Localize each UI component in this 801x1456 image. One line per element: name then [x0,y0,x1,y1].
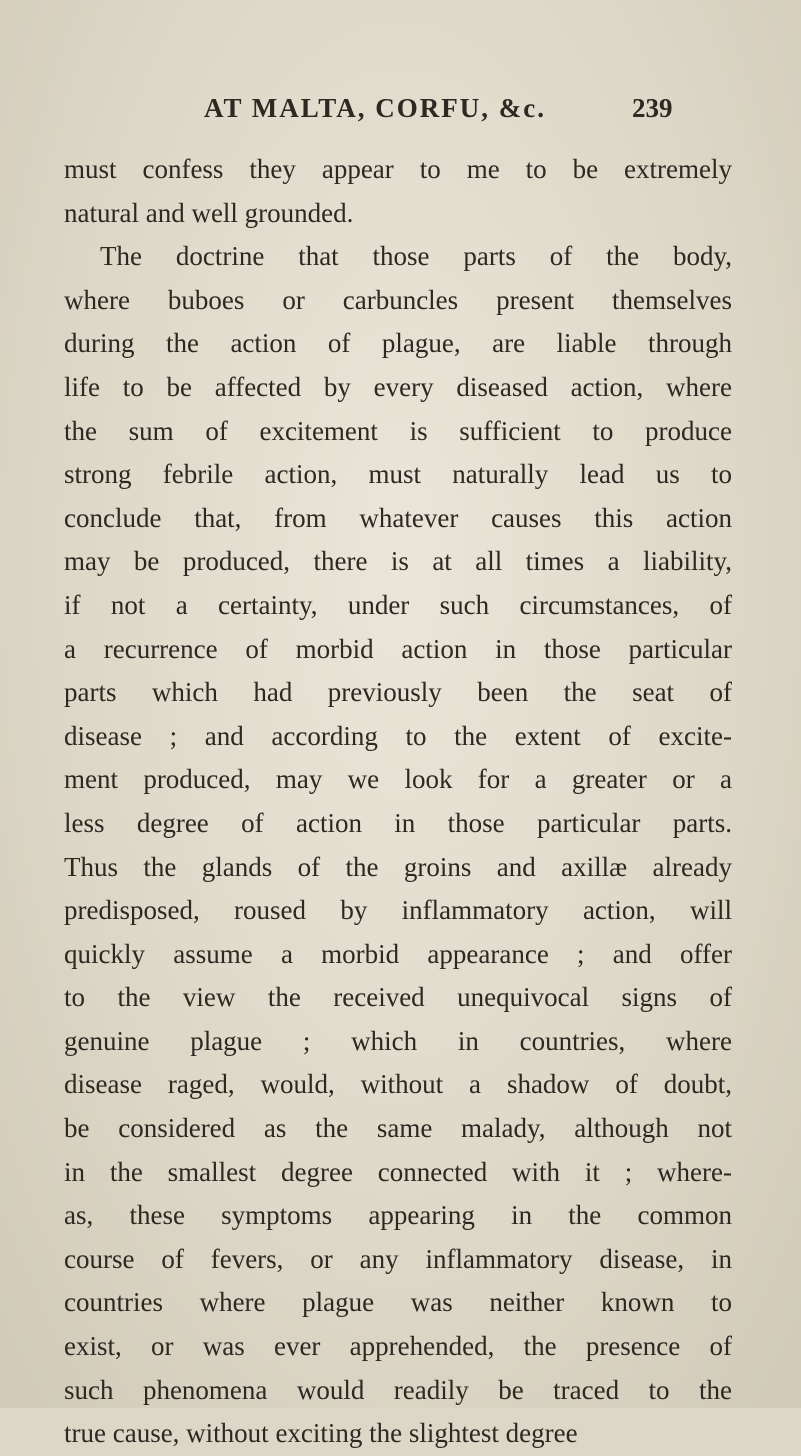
text-line: parts which had previously been the seat of [64,677,732,708]
text-line: such phenomena would readily be traced to the [64,1374,732,1405]
text-line: genuine plague ; which in countries, where [64,1025,732,1056]
text-line: countries where plague was neither known to [64,1287,732,1318]
paragraph-start-line: The doctrine that those parts of the body, [100,241,732,272]
text-line: strong febrile action, must naturally lead us to [64,459,732,490]
text-line: conclude that, from whatever causes this action [64,502,732,533]
text-line: to the view the received unequivocal signs of [64,982,732,1013]
text-line: in the smallest degree connected with it ; where- [64,1156,732,1187]
text-line: if not a certainty, under such circumstances, of [64,589,732,620]
text-line: quickly assume a morbid appearance ; and offer [64,938,732,969]
text-line: natural and well grounded. [64,197,354,228]
running-title: AT MALTA, CORFU, &c. [204,93,546,123]
text-line: life to be affected by every diseased action, where [64,371,732,402]
text-line: must confess they appear to me to be extremely [64,154,732,184]
text-line: disease raged, would, without a shadow of doubt, [64,1069,732,1100]
text-line: course of fevers, or any inflammatory disease, in [64,1243,732,1274]
body-text [64,148,732,1456]
text-line: true cause, without exciting the slightest degree [64,1418,578,1449]
text-line: the sum of excitement is sufficient to produce [64,415,732,446]
text-line: be considered as the same malady, although not [64,1113,732,1144]
text-line: predisposed, roused by inflammatory action, will [64,895,732,926]
text-line: may be produced, there is at all times a liability, [64,546,732,577]
text-line: during the action of plague, are liable through [64,328,732,359]
text-line: exist, or was ever apprehended, the presence of [64,1331,732,1362]
text-line: less degree of action in those particular parts. [64,807,732,838]
text-line: as, these symptoms appearing in the common [64,1200,732,1231]
text-line: where buboes or carbuncles present themselves [64,284,732,315]
running-head [0,88,801,128]
text-line: Thus the glands of the groins and axillæ already [64,851,732,882]
text-line: ment produced, may we look for a greater or a [64,764,732,795]
text-line: a recurrence of morbid action in those particular [64,633,732,664]
text-line: disease ; and according to the extent of excite- [64,720,732,751]
page-number: 239 [632,93,673,123]
